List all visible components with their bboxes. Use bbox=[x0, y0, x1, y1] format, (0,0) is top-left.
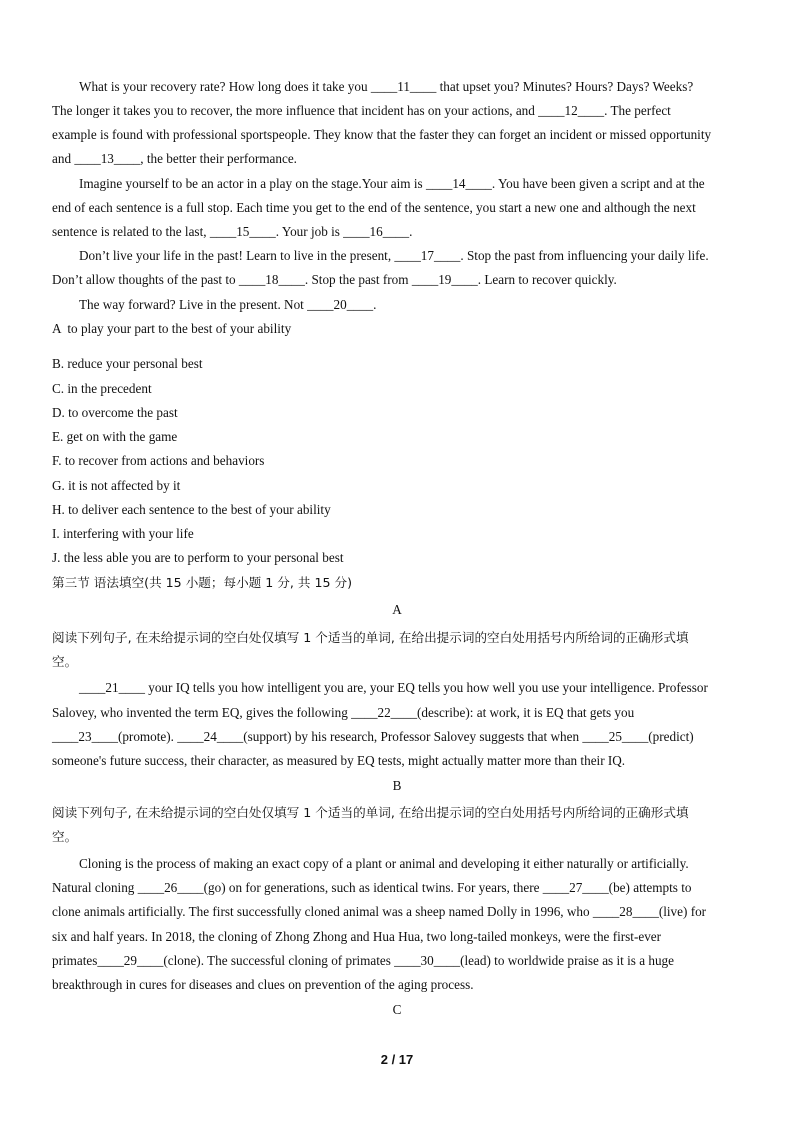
option-a: A to play your part to the best of your ability bbox=[52, 321, 292, 336]
passage-line: ____21____ your IQ tells you how intelligent you are, your EQ tells you how well you use your intelligence. Professor bbox=[79, 680, 708, 695]
option-e: E. get on with the game bbox=[52, 429, 178, 444]
passage-line: What is your recovery rate? How long does it take you ____11____ that upset you? Minutes? Hours? Days? Weeks? bbox=[79, 79, 694, 94]
passage-line: Cloning is the process of making an exact copy of a plant or animal and developing it either naturally or artificially. bbox=[79, 856, 689, 871]
option-d: D. to overcome the past bbox=[52, 405, 178, 420]
option-c: C. in the precedent bbox=[52, 381, 152, 396]
part-label-a: A bbox=[392, 602, 402, 617]
option-h: H. to deliver each sentence to the best of your ability bbox=[52, 502, 331, 517]
option-f: F. to recover from actions and behaviors bbox=[52, 453, 265, 468]
part-label-c: C bbox=[392, 1002, 402, 1017]
passage-line: Don’t live your life in the past! Learn to live in the present, ____17____. Stop the past from influencing your daily life. bbox=[79, 248, 709, 263]
option-b: B. reduce your personal best bbox=[52, 356, 203, 371]
part-label-b: B bbox=[392, 778, 402, 793]
passage-line: Imagine yourself to be an actor in a play on the stage.Your aim is ____14____. You have been given a script and at the bbox=[79, 176, 705, 191]
passage-line: someone's future success, their character, as measured by EQ tests, might actually matter more than their IQ. bbox=[52, 753, 626, 768]
passage-line: clone animals artificially. The first successfully cloned animal was a sheep named Dolly in 1996, who ____28____(live) for bbox=[52, 904, 707, 919]
passage-line: and ____13____, the better their performance. bbox=[52, 151, 297, 166]
passage-line: ____23____(promote). ____24____(support) by his research, Professor Salovey suggests that when ____25____(predict) bbox=[52, 729, 694, 744]
passage-line: six and half years. In 2018, the cloning of Zhong Zhong and Hua Hua, two long-tailed monkeys, were the first-ever bbox=[52, 929, 662, 944]
option-g: G. it is not affected by it bbox=[52, 478, 181, 493]
instruction-line: 阅读下列句子, 在未给提示词的空白处仅填写 1 个适当的单词, 在给出提示词的空白处用括号内所给词的正确形式填 bbox=[52, 630, 689, 645]
passage-line: sentence is related to the last, ____15____. Your job is ____16____. bbox=[52, 224, 413, 239]
passage-line: Natural cloning ____26____(go) on for generations, such as identical twins. For years, there ____27____(be) attempts to bbox=[52, 880, 692, 895]
page-number: 2 / 17 bbox=[380, 1052, 414, 1067]
passage-line: The way forward? Live in the present. Not ____20____. bbox=[79, 297, 377, 312]
option-i: I. interfering with your life bbox=[52, 526, 194, 541]
option-j: J. the less able you are to perform to your personal best bbox=[52, 550, 344, 565]
passage-line: end of each sentence is a full stop. Each time you get to the end of the sentence, you start a new one and although the next bbox=[52, 200, 696, 215]
passage-line: The longer it takes you to recover, the more influence that incident has on your actions, and ____12____. The perfect bbox=[52, 103, 671, 118]
passage-line: example is found with professional sportspeople. They know that the faster they can forget an incident or missed opportunity bbox=[52, 127, 712, 142]
instruction-line: 空。 bbox=[52, 829, 78, 844]
section-heading: 第三节 语法填空(共 15 小题；每小题 1 分, 共 15 分) bbox=[52, 575, 353, 590]
passage-line: primates____29____(clone). The successful cloning of primates ____30____(lead) to worldwide praise as it is a huge bbox=[52, 953, 674, 968]
passage-line: Salovey, who invented the term EQ, gives the following ____22____(describe): at work, it is EQ that gets you bbox=[52, 705, 635, 720]
passage-line: Don’t allow thoughts of the past to ____18____. Stop the past from ____19____. Learn to recover quickly. bbox=[52, 272, 617, 287]
passage-line: breakthrough in cures for diseases and clues on prevention of the aging process. bbox=[52, 977, 474, 992]
instruction-line: 阅读下列句子, 在未给提示词的空白处仅填写 1 个适当的单词, 在给出提示词的空白处用括号内所给词的正确形式填 bbox=[52, 805, 689, 820]
instruction-line: 空。 bbox=[52, 654, 78, 669]
